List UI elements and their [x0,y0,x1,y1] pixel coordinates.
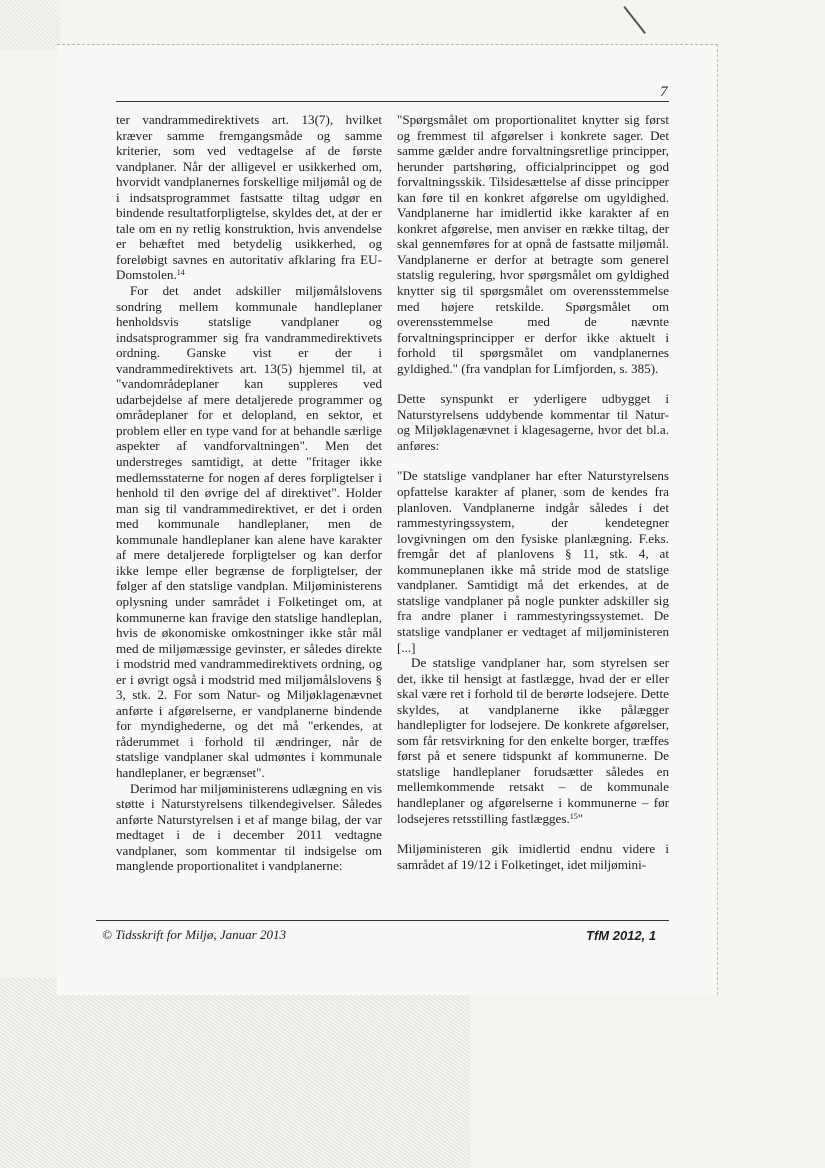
body-paragraph [397,655,669,826]
body-paragraph [397,391,669,453]
body-paragraph [397,468,669,655]
scan-shadow-bottom [0,978,470,1168]
scan-shadow-top [0,0,60,50]
paper-fold-mark [623,6,646,34]
paragraph-text: "De statslige vandplaner har efter Naturstyrelsens opfattelse karakter af planer, som de kendes fra planloven. Vandplanerne indgår således i det rammestyringssystem, der kendetegner lovgivningen om den fysiske planlægning. F.eks. fremgår det af planlovens § 11, stk. 4, at kommuneplanen ikke må stride mod de statslige vandplaner. Samtidigt må det erkendes, at de statslige vandplaner på nogle punkter adskiller sig fra andre planer i rammestyringssystemet. De statslige vandplaner er vedtaget af miljøministeren [...] [397,468,669,655]
paragraph-gap [397,376,669,391]
paragraph-text: For det andet adskiller miljømålslovens sondring mellem kommunale handleplaner henholdsvis statslige vandplaner og indsatsprogrammer sig fra vandrammedirektivets ordning. Ganske vist er der i vandrammedirektivets art. 13(5) hjemmel til, at "vandområdeplaner kan suppleres ved udarbejdelse af mere detaljerede programmer og områdeplaner for et delopland, en sektor, et problem eller en type vand for at behandle særlige aspekter af vandforvaltningen". Men det understreges samtidigt, at dette "fritager ikke medlemsstaterne for nogen af deres forpligtelser i henhold til den øvrige del af direktivet". Holder man sig til vandrammedirektivet, er det i orden med kommunale handleplaner, men de kommunale handleplaner kan alene have karakter af mere detaljerede forpligtelser og kan derfor ikke lempe eller begrænse de forpligtelser, der følger af den statslige vandplan. Miljøministerens oplysning under samrådet i Folketinget om, at kommunerne kan fravige den statslige handleplan, hvis de økonomiske omkostninger ikke står mål med de miljømæssige gevinster, er således direkte i modstrid med vandrammedirektivets ordning, og er i øvrigt også i modstrid med miljømålslovens § 3, stk. 2. For som Natur- og Miljøklagenævnet anførte i afgørelserne, er vandplanerne bindende for myndighederne, og det må "erkendes, at råderummet i forhold til ændringer, når de statslige vandplaner skal udmøntes i kommunale handleplaner, er begrænset". [116,283,382,780]
closing-quote: " [577,810,584,826]
paragraph-text: De statslige vandplaner har, som styrelsen ser det, ikke til hensigt at fastlægge, hvad der er eller skal være ret i forhold til de berørte lodsejere. Dette skyldes, at vandplanerne ikke pålægger handlepligter for lodsejere. De konkrete afgørelser, som får retsvirkning for den enkelte borger, træffes først på et senere tidspunkt af kommunerne. De statslige handleplaner forudsætter således en mellemkommende retsakt – de kommunale handleplaner og afgørelserne i kommunerne – før lodsejeres retsstilling fastlægges. [397,655,669,826]
paragraph-text: Derimod har miljøministerens udlægning en vis støtte i Naturstyrelsens tilkendegivelser. Således anførte Naturstyrelsen i et af mange bilag, der var medtaget i de i december 2011 vedtagne vandplaner, som kommentar til indsigelse om manglende proportionalitet i vandplanerne: [116,780,382,874]
paragraph-text: Dette synspunkt er yderligere udbygget i Naturstyrelsens uddybende kommentar til Natur- og Miljøklagenævnet i klagesagerne, hvor det bl.a. anføres: [397,391,669,453]
body-paragraph [116,283,382,781]
body-paragraph [116,781,382,874]
paragraph-text: ter vandrammedirektivets art. 13(7), hvilket kræver samme fremgangsmåde og samme kriterier, som ved vedtagelse af de første vandplaner. Når der alligevel er usikkerhed om, hvorvidt vandplanernes forskellige miljømål og de i indsatsprogrammet fastsatte tiltag udgør en bindende resultatforpligtelse, skyldes det, at der er tale om en ny retlig konstruktion, hvis anvendelse er behæftet med betydelig usikkerhed, og foreløbigt savnes en autoritativ afklaring fra EU-Domstolen. [116,112,382,283]
page-number: 7 [660,84,668,100]
paragraph-text: "Spørgsmålet om proportionalitet knytter sig først og fremmest til afgørelser i konkrete sager. Det samme gælder andre forvaltningsretlige principper, herunder partshøring, officialprincippet og god forvaltningsskik. Tilsidesættelse af disse principper kan føre til en konkret afgørelse om ugyldighed. Vandplanerne har imidlertid ikke karakter af en konkret afgørelse, men anviser en række tiltag, der skal gennemføres for at opnå de fastsatte miljømål. Vandplanerne er derfor at betragte som generel statslig regulering, hvor spørgsmålet om gyldighed knytter sig til spørgsmålet om overensstemmelse med højere retskilde. Spørgsmålet om overensstemmelse med de nævnte forvaltningsprincipper er derfor ikke aktuelt i forhold til spørgsmålet om vandplanernes gyldighed." (fra vandplan for Limfjorden, s. 385). [397,112,669,376]
right-column [397,112,669,872]
paragraph-gap [397,453,669,468]
body-paragraph [397,841,669,872]
paragraph-gap [397,826,669,841]
footer-copyright: © Tidsskrift for Miljø, Januar 2013 [102,927,286,942]
footnote-marker[interactable]: 15 [569,811,578,821]
footer-journal-ref: TfM 2012, 1 [586,928,657,943]
footer-rule [96,920,669,921]
body-paragraph [397,112,669,376]
left-column [116,112,382,874]
paragraph-text: Miljøministeren gik imidlertid endnu videre i samrådet af 19/12 i Folketinget, idet miljømini- [397,841,669,872]
body-paragraph [116,112,382,283]
header-rule [116,101,669,102]
footnote-marker[interactable]: 14 [176,268,185,278]
